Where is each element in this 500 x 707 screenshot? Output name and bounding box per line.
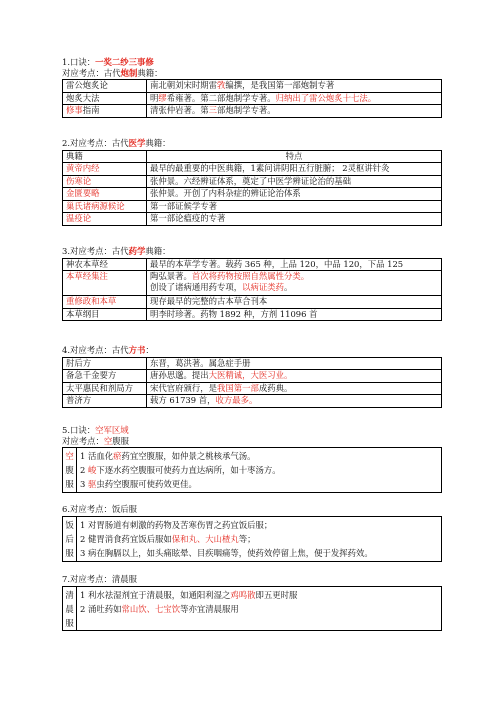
list-item: 1 对胃肠道有刺激的药物及苦寒伤胃之药宜饭后服； [80,519,273,530]
list-item: 1 利水祛湿剂宜于清晨服，如通阳利湿之鸡鸣散即五更时服 [80,589,298,600]
table-row: 本草经集注 陶弘景著。首次将药物按照自然属性分类。 创设了诸病通用药专项，以病证类药。 [63,271,442,296]
table-header-row: 典籍 特点 [63,150,442,163]
section-6-heading: 6.对应考点：饭后服 [62,504,137,514]
table-row: 本草纲目 明李时珍著。药物 1892 种，方剂 11096 首 [63,308,442,321]
empty-stomach-box [62,447,442,493]
section-1-heading: 1.口诀：一奖二纱三事修 [62,57,154,67]
section-5 [62,425,442,493]
section-1 [62,57,442,118]
table-row: 黄帝内经 最早的最重要的中医典籍，1素问讲阴阳五行脏腑； 2灵枢讲针灸 [63,163,442,176]
list-item: 3 病在胸膈以上，如头痛眩晕、目疾咽痛等，使药效停留上焦，便于发挥药效。 [80,547,373,558]
section-2 [62,138,442,226]
section-2-heading: 2.对应考点：古代医学典籍： [62,138,171,148]
list-item: 2 峻下逐水药空腹服可使药力直达病所，如十枣汤方。 [80,465,281,475]
table-row: 金匮要略 张仲景。开创了内科杂症的辨证论治体系 [63,188,442,201]
table-row: 炮炙大法 明缪希雍著。第二部炮制学专著。归纳出了雷公炮炙十七法。 [63,92,442,105]
section-7-heading: 7.对应考点：清晨服 [62,574,137,584]
side-label: 空 腹 服 [63,448,77,492]
processing-classics-table [62,79,442,118]
section-7 [62,574,442,631]
table-row: 雷公炮炙论 南北朝刘宋时期雷敩编撰，是我国第一部炮制专著 [63,80,442,93]
section-5-heading: 5.口诀：空军区域 [62,425,129,435]
section-5-subheading: 对应考点：空腹服 [62,435,129,446]
table-row: 伤寒论 张仲景。六经辨证体系，奠定了中医学辨证论治的基础 [63,175,442,188]
early-morning-box [62,586,442,631]
formula-books-table [62,357,442,408]
after-meal-box [62,516,442,562]
table-row: 普济方 载方 61739 首，收方最多。 [63,395,442,408]
list-item: 3 驱虫药空腹服可使药效更佳。 [80,479,197,489]
table-row: 肘后方 东晋，葛洪著。属急症手册 [63,357,442,370]
medical-classics-table [62,150,442,226]
section-3 [62,246,442,321]
list-item: 2 涌吐药如常山饮、七宝饮等亦宜清晨服用 [80,603,239,614]
table-row: 重修政和本草 现存最早的完整的古本草合刊本 [63,296,442,309]
side-label: 饭 后 服 [63,517,77,561]
section-4-heading: 4.对应考点：古代方书： [62,345,154,355]
section-4 [62,345,442,408]
table-row: 修事指南 清张仲岩著。第三部炮制学专著。 [63,105,442,118]
table-row: 巢氏诸病源候论 第一部证候学专著 [63,200,442,213]
section-1-subheading: 对应考点：古代炮制典籍： [62,67,163,78]
list-item: 1 活血化瘀药宜空腹服，如仲景之桃核承气汤。 [80,451,256,461]
materia-medica-table [62,258,442,322]
section-3-heading: 3.对应考点：古代药学典籍： [62,246,171,256]
table-row: 太平惠民和剂局方 宋代官府颁行，是我国第一部成药典。 [63,382,442,395]
section-6 [62,504,442,562]
table-row: 温疫论 第一部论瘟疫的专著 [63,213,442,226]
side-label: 清 晨 服 [63,587,77,630]
table-row: 神农本草经 最早的本草学专著。载药 365 种，上品 120，中品 120，下品 125 [63,258,442,271]
table-row: 备急千金要方 唐孙思邈。提出大医精诚，大医习业。 [63,370,442,383]
list-item: 2 健胃消食药宜饭后服如保和丸、大山楂丸等； [80,533,256,544]
